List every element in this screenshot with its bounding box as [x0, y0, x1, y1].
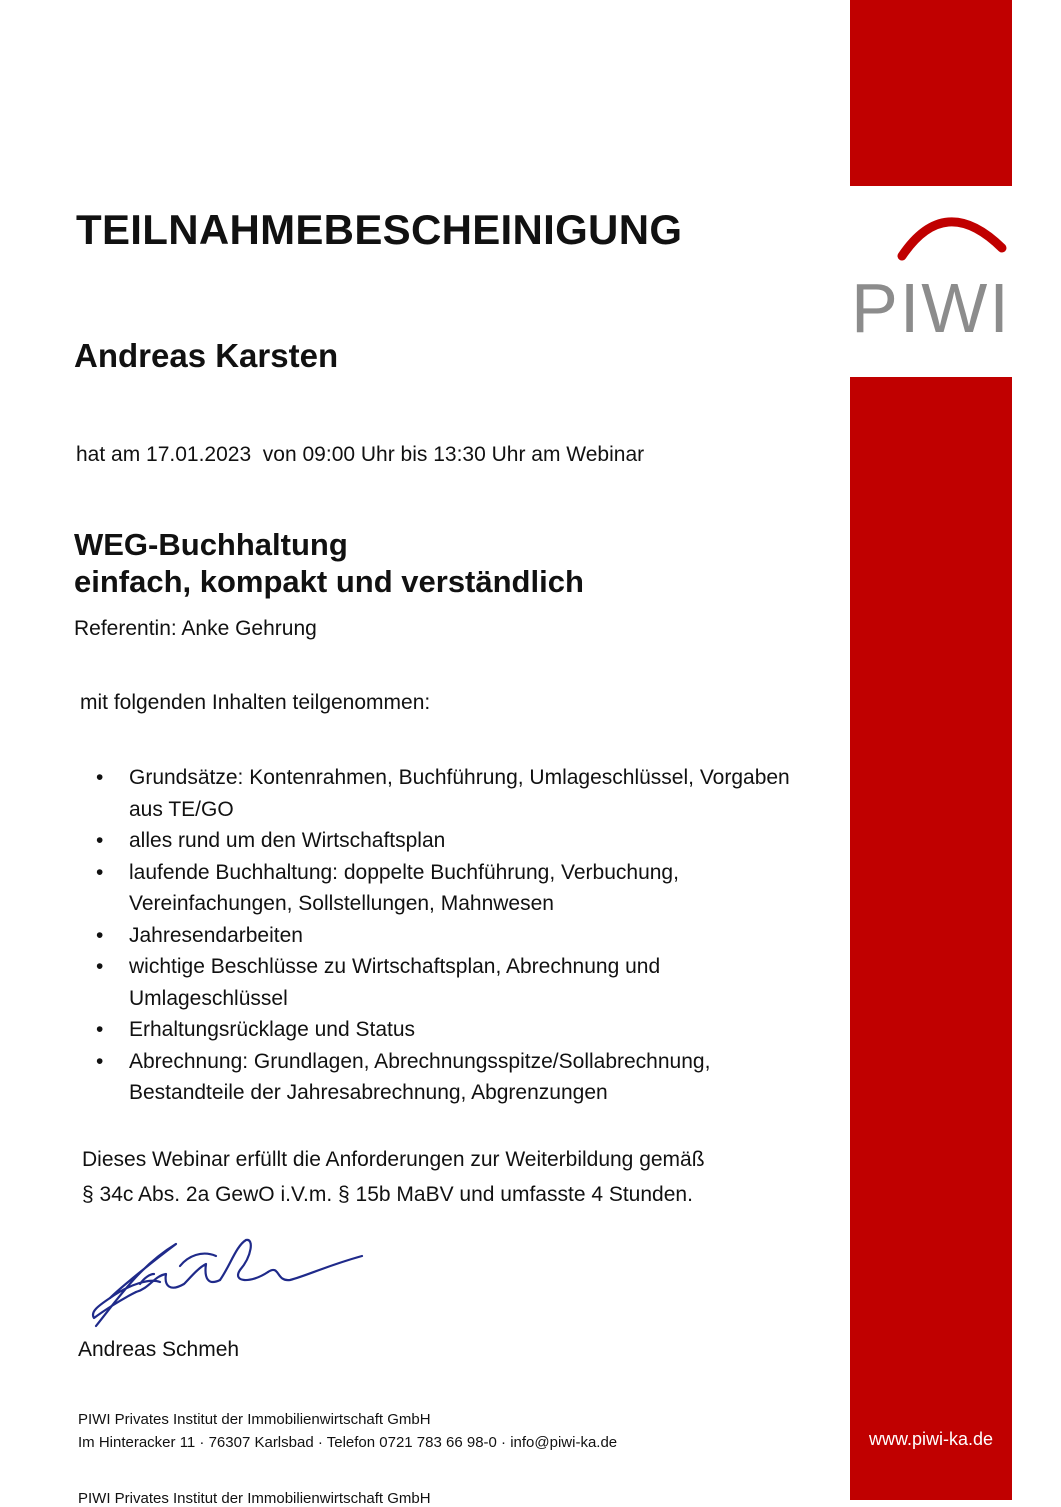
topic-text: laufende Buchhaltung: doppelte Buchführung, Verbuchung, Vereinfachungen, Sollstellungen, Mahnwesen	[129, 860, 679, 915]
topic-text: Erhaltungsrücklage und Status	[129, 1018, 416, 1041]
bullet-icon: •	[96, 955, 104, 978]
footer-cutoff-line: PIWI Privates Institut der Immobilienwirtschaft GmbH	[78, 1490, 431, 1507]
sidebar-red-top	[850, 0, 1012, 186]
signer-name: Andreas Schmeh	[78, 1338, 240, 1361]
footer-company: PIWI Privates Institut der Immobilienwirtschaft GmbH	[78, 1411, 431, 1428]
list-item	[96, 1046, 796, 1109]
date-line: hat am 17.01.2023 von 09:00 Uhr bis 13:30 Uhr am Webinar	[76, 443, 645, 466]
legal-text-line1: Dieses Webinar erfüllt die Anforderungen zur Weiterbildung gemäß	[82, 1148, 705, 1171]
bullet-icon: •	[96, 766, 104, 789]
bullet-icon: •	[96, 1049, 104, 1073]
topic-text: Jahresendarbeiten	[129, 923, 303, 947]
topic-text: wichtige Beschlüsse zu Wirtschaftsplan, Abrechnung und Umlageschlüssel	[129, 955, 661, 1010]
bullet-icon: •	[96, 829, 104, 852]
speaker-line: Referentin: Anke Gehrung	[74, 617, 317, 640]
bullet-icon: •	[96, 860, 104, 884]
list-item	[96, 825, 796, 857]
topic-text: Abrechnung: Grundlagen, Abrechnungsspitze/Sollabrechnung, Bestandteile der Jahresabrechnung, Abgrenzungen	[129, 1049, 711, 1104]
footer-address: Im Hinteracker 11 · 76307 Karlsbad · Telefon 0721 783 66 98-0 · info@piwi-ka.de	[78, 1434, 618, 1451]
topic-text: Grundsätze: Kontenrahmen, Buchführung, Umlageschlüssel, Vorgaben aus TE/GO	[129, 766, 790, 821]
course-title-line2: einfach, kompakt und verständlich	[74, 564, 584, 599]
bullet-icon: •	[96, 923, 104, 947]
list-item	[96, 951, 796, 1014]
bullet-icon: •	[96, 1018, 104, 1041]
legal-text-line2: § 34c Abs. 2a GewO i.V.m. § 15b MaBV und umfasste 4 Stunden.	[82, 1183, 693, 1206]
topics-list	[96, 762, 796, 1109]
signature-image	[80, 1226, 380, 1336]
list-item	[96, 762, 796, 825]
course-title-line1: WEG-Buchhaltung	[74, 527, 348, 562]
piwi-logo-text: PIWI	[851, 269, 1011, 347]
content-intro: mit folgenden Inhalten teilgenommen:	[80, 691, 431, 714]
list-item	[96, 1014, 796, 1046]
website-link[interactable]: www.piwi-ka.de	[868, 1429, 994, 1449]
list-item	[96, 857, 796, 920]
topic-text: alles rund um den Wirtschaftsplan	[129, 829, 446, 852]
certificate-title: TEILNAHMEBESCHEINIGUNG	[76, 206, 683, 253]
participant-name: Andreas Karsten	[74, 337, 339, 374]
list-item	[96, 920, 796, 952]
sidebar-red-bottom	[850, 377, 1012, 1500]
